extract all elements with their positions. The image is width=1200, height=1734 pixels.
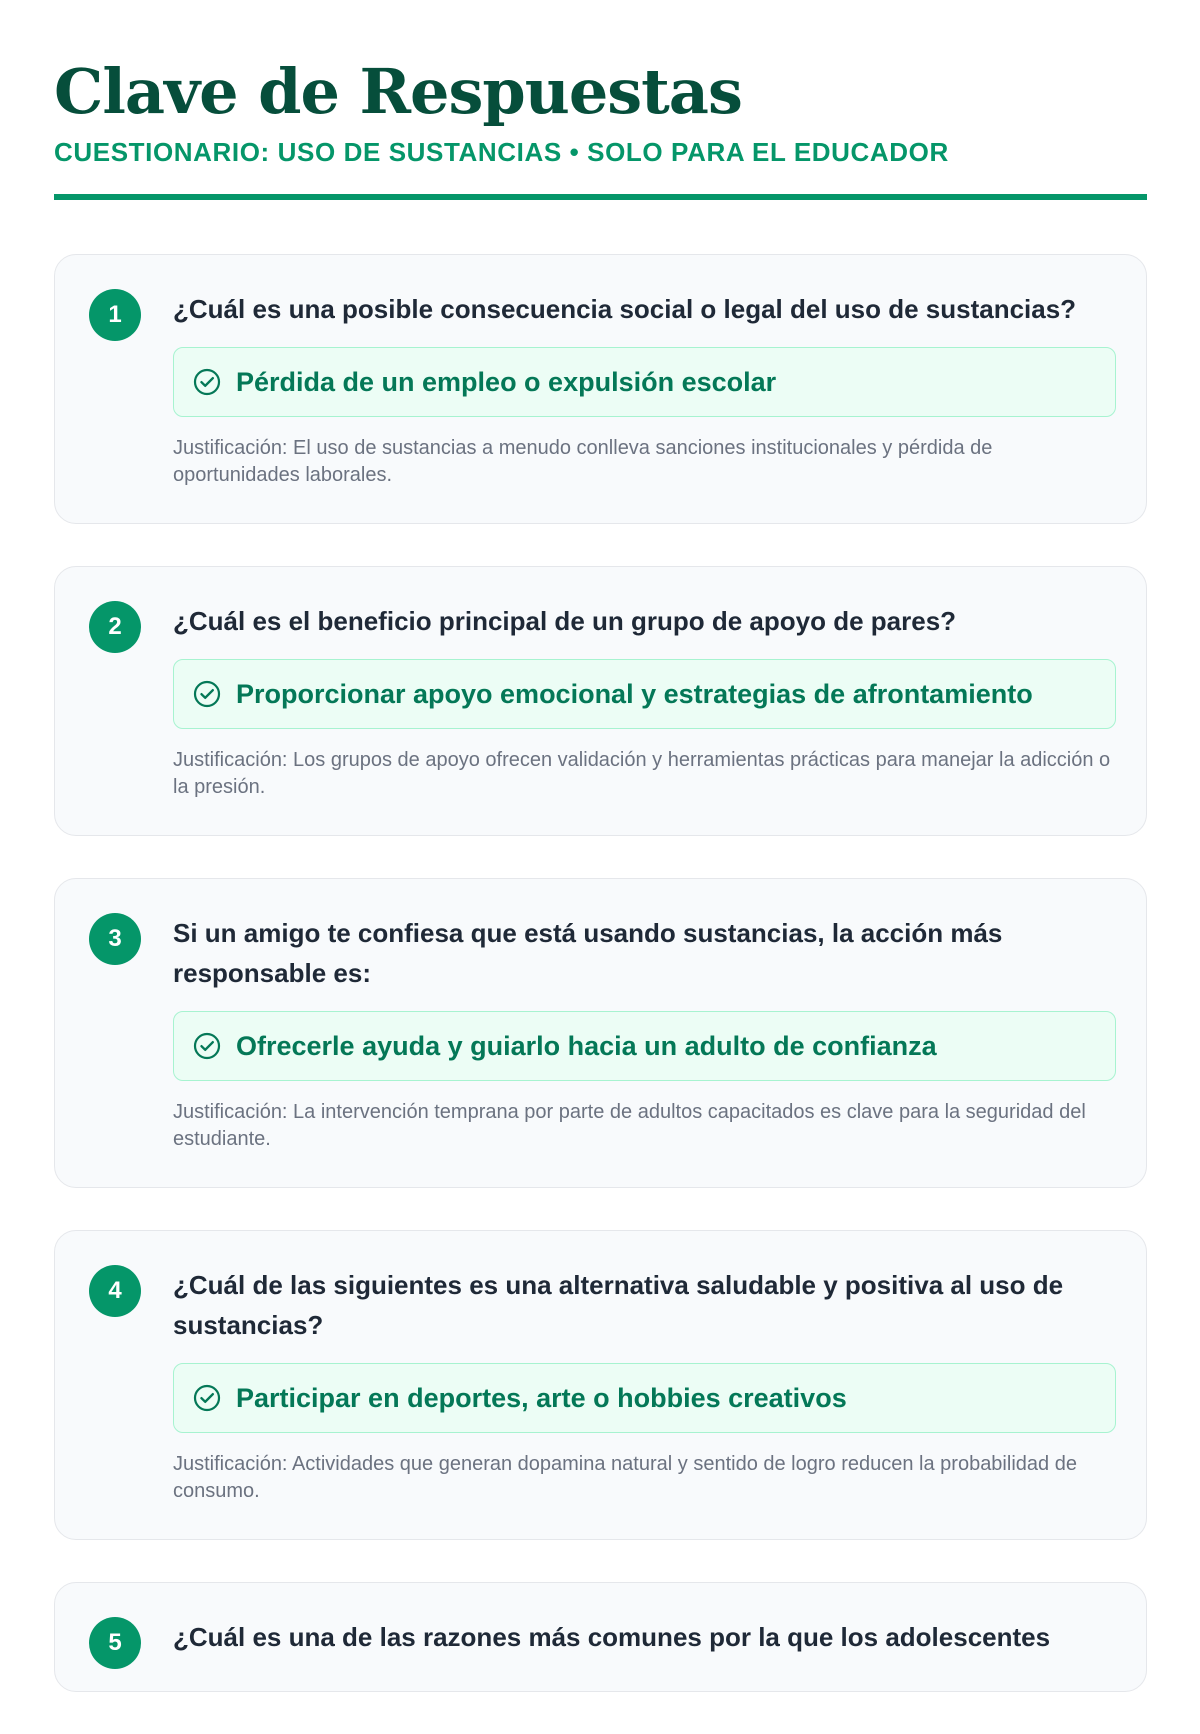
- question-number-1: 1: [89, 289, 141, 341]
- answer-text-2: Proporcionar apoyo emocional y estrategias de afrontamiento: [236, 679, 1033, 709]
- question-text-5: ¿Cuál es una de las razones más comunes por la que los adolescentes: [173, 1622, 1051, 1652]
- question-card-3: [54, 878, 1147, 1188]
- check-circle-icon: [192, 1031, 222, 1061]
- question-list: [54, 254, 1147, 1734]
- question-text-3: Si un amigo te confiesa que está usando sustancias, la acción más responsable es:: [173, 918, 1003, 988]
- question-text-1: ¿Cuál es una posible consecuencia social o legal del uso de sustancias?: [173, 294, 1077, 324]
- correct-answer-1: [173, 347, 1116, 417]
- question-number-2: 2: [89, 601, 141, 653]
- check-circle-icon: [192, 679, 222, 709]
- answer-text-1: Pérdida de un empleo o expulsión escolar: [236, 367, 777, 397]
- justification-2: Justificación: Los grupos de apoyo ofrecen validación y herramientas prácticas para manejar la adicción o la presión.: [173, 749, 1111, 798]
- check-circle-icon: [192, 367, 222, 397]
- justification-3: Justificación: La intervención temprana por parte de adultos capacitados es clave para la seguridad del estudiante.: [173, 1101, 1086, 1150]
- header-divider: [54, 194, 1147, 200]
- check-circle-icon: [192, 1383, 222, 1413]
- justification-4: Justificación: Actividades que generan dopamina natural y sentido de logro reducen la probabilidad de consumo.: [173, 1453, 1077, 1502]
- question-number-5: 5: [89, 1617, 141, 1669]
- question-card-1: [54, 254, 1147, 524]
- justification-1: Justificación: El uso de sustancias a menudo conlleva sanciones institucionales y pérdida de oportunidades laborales.: [173, 437, 993, 486]
- question-number-3: 3: [89, 913, 141, 965]
- correct-answer-3: [173, 1011, 1116, 1081]
- answer-text-4: Participar en deportes, arte o hobbies creativos: [236, 1383, 847, 1413]
- question-card-5: [54, 1582, 1147, 1692]
- question-number-4: 4: [89, 1265, 141, 1317]
- page-subtitle: CUESTIONARIO: USO DE SUSTANCIAS • SOLO PARA EL EDUCADOR: [54, 137, 949, 167]
- question-card-4: [54, 1230, 1147, 1540]
- question-text-2: ¿Cuál es el beneficio principal de un grupo de apoyo de pares?: [173, 606, 957, 636]
- answer-text-3: Ofrecerle ayuda y guiarlo hacia un adulto de confianza: [236, 1031, 937, 1061]
- page-title: Clave de Respuestas: [54, 55, 742, 128]
- question-text-4: ¿Cuál de las siguientes es una alternativa saludable y positiva al uso de sustancias?: [173, 1270, 1064, 1340]
- correct-answer-2: [173, 659, 1116, 729]
- page-header: [54, 48, 1147, 168]
- correct-answer-4: [173, 1363, 1116, 1433]
- question-card-2: [54, 566, 1147, 836]
